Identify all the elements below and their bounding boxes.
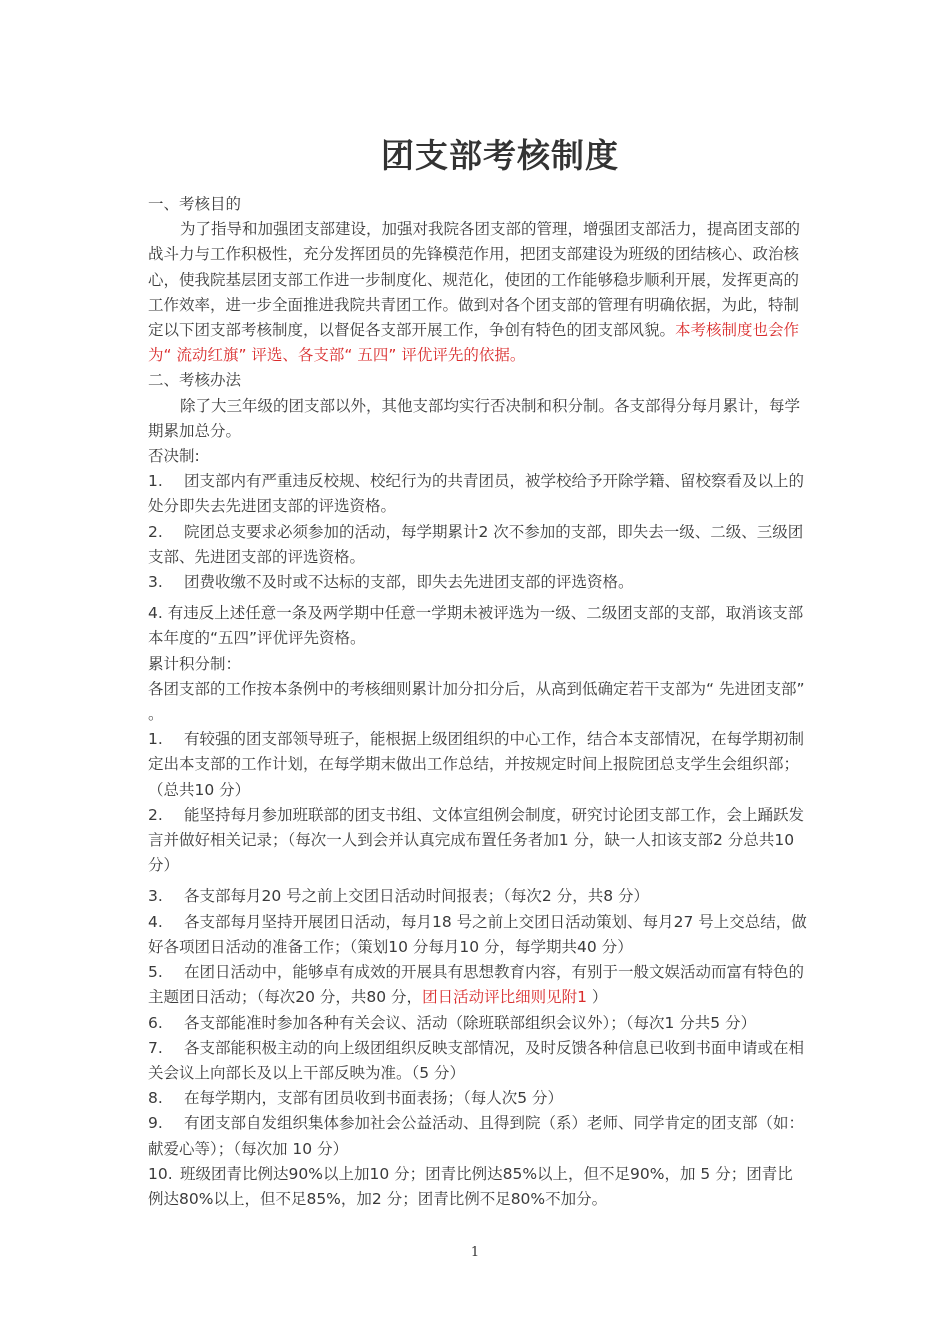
points-item	[148, 1086, 808, 1111]
section-heading-purpose: 一、考核目的	[148, 195, 242, 213]
veto-item	[148, 469, 808, 519]
item-number: 9.	[148, 1114, 163, 1133]
purpose-text: 为了指导和加强团支部建设，加强对我院各团支部的管理，增强团支部活力，提高团支部的战斗力与工作积极性，充分发挥团员的先锋模范作用，把团支部建设为班级的团结核心、政治核心，使我院基层团支部工作进一步制度化、规范化，使团的工作能够稳步顺利开展，发挥更高的工作效率，进一步全面推进我院共青团工作。做到对各个团支部的管理有明确依据，为此，特制定以下团支部考核制度，以督促各支部开展工作，争创有特色的团支部风貌。	[148, 220, 801, 340]
points-item	[148, 727, 808, 803]
purpose-paragraph	[148, 217, 808, 368]
points-item	[148, 1111, 808, 1161]
item-number: 3.	[148, 573, 163, 592]
item-number: 3.	[148, 887, 163, 906]
points-item	[148, 803, 808, 879]
section-heading-method: 二、考核办法	[148, 371, 242, 390]
item-text: 团支部内有严重违反校规、校纪行为的共青团员，被学校给予开除学籍、留校察看及以上的处分即失去先进团支部的评选资格。	[148, 472, 805, 516]
item-number: 7.	[148, 1038, 163, 1057]
item-number: 1.	[148, 730, 163, 749]
document-body	[148, 192, 808, 1212]
points-intro: 各团支部的工作按本条例中的考核细则累计加分扣分后，从高到低确定若干支部为“ 先进团支部” 。	[148, 679, 805, 724]
points-heading: 累计积分制：	[148, 654, 242, 673]
item-number: 4.	[148, 912, 163, 931]
veto-heading: 否决制:	[148, 447, 200, 466]
veto-item	[148, 570, 808, 595]
item-text: 各支部每月坚持开展团日活动，每月18 号之前上交团日活动策划、每月27 号上交总结，做好各项团日活动的准备工作；（策划10 分每月10 分，每学期共40 分）	[148, 912, 807, 956]
points-item	[148, 1011, 808, 1036]
item-number: 2.	[148, 805, 163, 824]
veto-item	[148, 520, 808, 570]
item-text: 团费收缴不及时或不达标的支部，即失去先进团支部的评选资格。	[184, 573, 634, 592]
item-number: 6.	[148, 1013, 163, 1032]
points-item	[148, 960, 808, 1010]
points-item	[148, 1036, 808, 1086]
points-item	[148, 910, 808, 960]
points-item	[148, 884, 808, 909]
veto-item-4: 4. 有违反上述任意一条及两学期中任意一学期未被评选为一级、二级团支部的支部，取消该支部本年度的“五四”评优评先资格。	[148, 604, 804, 648]
item-number: 2.	[148, 522, 163, 541]
document-title: 团支部考核制度	[381, 136, 619, 175]
item-text: 能坚持每月参加班联部的团支书组、文体宣组例会制度，研究讨论团支部工作，会上踊跃发言并做好相关记录；（每次一人到会并认真完成布置任务者加1 分，缺一人扣该支部2 分总共10 分）	[148, 805, 805, 875]
item-text: 院团总支要求必须参加的活动，每学期累计2 次不参加的支部，即失去一级、二级、三级团支部、先进团支部的评选资格。	[148, 522, 804, 566]
purpose-red-text: 本考核制度也会作为“ 流动红旗” 评选、各支部“ 五四” 评优评先的依据。	[148, 321, 800, 365]
item-number: 1.	[148, 472, 163, 491]
item-text: 各支部每月20 号之前上交团日活动时间报表；（每次2 分，共8 分）	[184, 887, 649, 906]
item-text: 有团支部自发组织集体参加社会公益活动、且得到院（系）老师、同学肯定的团支部（如：献爱心等）；（每次加 10 分）	[148, 1114, 805, 1158]
item-text: 在团日活动中，能够卓有成效的开展具有思想教育内容，有别于一般文娱活动而富有特色的主题团日活动；（每次20 分，共80 分，	[148, 963, 805, 1007]
item-text: 各支部能准时参加各种有关会议、活动（除班联部组织会议外）；（每次1 分共5 分）	[184, 1013, 757, 1032]
item-text: 有较强的团支部领导班子，能根据上级团组织的中心工作，结合本支部情况，在每学期初制定出本支部的工作计划，在每学期末做出工作总结，并按规定时间上报院团总支学生会组织部；（总共10 分）	[148, 730, 805, 799]
item-text: 在每学期内，支部有团员收到书面表扬；（每人次5 分）	[184, 1089, 564, 1108]
item-text: 各支部能积极主动的向上级团组织反映支部情况，及时反馈各种信息已收到书面申请或在相关会议上向部长及以上干部反映为准。（5 分）	[148, 1038, 805, 1082]
item-number: 8.	[148, 1089, 163, 1108]
appendix-reference: 团日活动评比细则见附1	[422, 988, 587, 1007]
item-number: 5.	[148, 963, 163, 982]
method-paragraph: 除了大三年级的团支部以外，其他支部均实行否决制和积分制。各支部得分每月累计，每学期累加总分。	[148, 396, 801, 440]
item-text: 班级团青比例达90%以上加10 分；团青比例达85%以上，但不足90%，加 5 分；团青比例达80%以上，但不足85%，加2 分；团青比例不足80%不加分。	[148, 1164, 793, 1208]
item-number: 10.	[148, 1164, 173, 1183]
page-number: 1	[470, 1245, 480, 1260]
points-item	[148, 1162, 808, 1212]
item-text-tail: ）	[586, 988, 608, 1007]
